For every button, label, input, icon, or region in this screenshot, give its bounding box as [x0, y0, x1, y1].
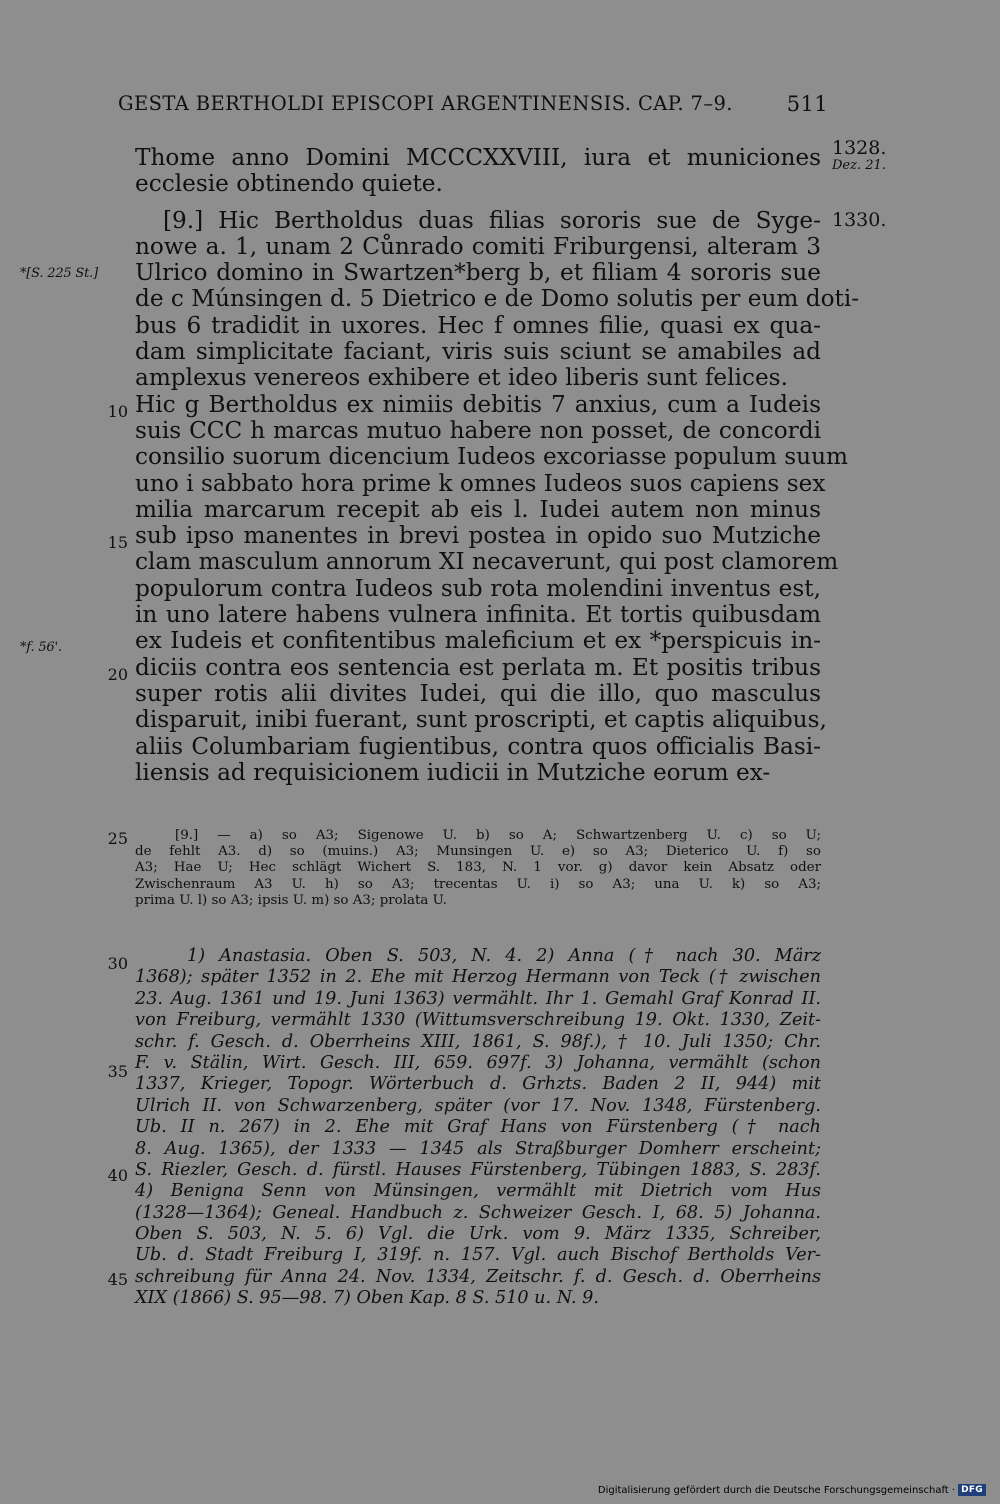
footnote-line: (1328—1364); Geneal. Handbuch z. Schweizer Gesch. I, 68. 5) Johanna.: [135, 1202, 821, 1223]
footnote-line: Oben S. 503, N. 5. 6) Vgl. die Urk. vom 9. März 1335, Schreiber,: [135, 1224, 821, 1245]
footnote-line: schreibung für Anna 24. Nov. 1334, Zeitschr. f. d. Gesch. d. Oberrheins: [135, 1266, 821, 1287]
credit-text: Digitalisierung gefördert durch die Deutsche Forschungsgemeinschaft ·: [597, 1484, 956, 1496]
line-number: 20: [107, 665, 128, 684]
digitization-credit: [598, 1482, 986, 1498]
main-line: suis CCC h marcas mutuo habere non posset, de concordi: [135, 416, 821, 444]
main-line: nowe a. 1, unam 2 Cůnrado comiti Friburgensi, alteram 3: [135, 232, 821, 260]
main-line: liensis ad requisicionem iudicii in Mutziche eorum ex-: [135, 758, 771, 786]
footnote-line: von Freiburg, vermählt 1330 (Wittumsverschreibung 19. Okt. 1330, Zeit-: [135, 1010, 821, 1031]
footnote-line: Ulrich II. von Schwarzenberg, später (vor 17. Nov. 1348, Fürstenberg.: [135, 1095, 821, 1116]
main-line: uno i sabbato hora prime k omnes Iudeos suos capiens sex: [135, 469, 826, 497]
main-line: super rotis alii divites Iudei, qui die illo, quo masculus: [135, 679, 821, 707]
footnote-line: Ub. d. Stadt Freiburg I, 319f. n. 157. Vgl. auch Bischof Bertholds Ver-: [135, 1245, 821, 1266]
footnote-line: 1337, Krieger, Topogr. Wörterbuch d. Grhzts. Baden 2 II, 944) mit: [135, 1074, 821, 1095]
margin-date-1328: [832, 137, 887, 174]
margin-date-1330: 1330.: [832, 209, 887, 231]
main-line: consilio suorum dicencium Iudeos excoriasse populum suum: [135, 443, 849, 471]
line-number: 40: [107, 1166, 128, 1185]
margin-reference: *[S. 225 St.]: [20, 266, 98, 281]
variant-line: [9.] — a) so A3; Sigenowe U. b) so A; Schwartzenberg U. c) so U;: [175, 828, 821, 843]
main-line: aliis Columbariam fugientibus, contra quos officialis Basi-: [135, 732, 821, 760]
footnote-line: Ub. II n. 267) in 2. Ehe mit Graf Hans von Fürstenberg († nach: [135, 1117, 821, 1138]
line-number: 15: [107, 533, 128, 552]
footnote-line: XIX (1866) S. 95—98. 7) Oben Kap. 8 S. 510 u. N. 9.: [135, 1288, 599, 1309]
footnote-line: 4) Benigna Senn von Münsingen, vermählt mit Dietrich vom Hus: [135, 1181, 821, 1202]
main-line: amplexus venereos exhibere et ideo liberis sunt felices.: [135, 364, 788, 392]
main-line: Thome anno Domini MCCCXXVIII, iura et municiones: [135, 144, 821, 171]
footnote-line: 1368); später 1352 in 2. Ehe mit Herzog Hermann von Teck († zwischen: [135, 967, 821, 988]
margin-year: 1328.: [832, 137, 887, 159]
main-line: ecclesie obtinendo quiete.: [135, 170, 443, 198]
footnote-line: 8. Aug. 1365), der 1333 — 1345 als Straßburger Domherr erscheint;: [135, 1138, 821, 1159]
main-line: populorum contra Iudeos sub rota molendini inventus est,: [135, 574, 821, 602]
critical-apparatus: [135, 828, 821, 909]
running-header: [118, 92, 828, 115]
main-line: diciis contra eos sentencia est perlata m. Et positis tribus: [135, 653, 821, 681]
main-line: Hic g Bertholdus ex nimiis debitis 7 anxius, cum a Iudeis: [135, 390, 821, 418]
margin-day: Dez. 21.: [832, 158, 886, 173]
main-line: de c Múnsingen d. 5 Dietrico e de Domo solutis per eum doti-: [135, 285, 860, 313]
footnote-line: schr. f. Gesch. d. Oberrheins XIII, 1861, S. 98f.), † 10. Juli 1350; Chr.: [135, 1031, 821, 1052]
footnote-line: S. Riezler, Gesch. d. fürstl. Hauses Fürstenberg, Tübingen 1883, S. 283f.: [135, 1159, 821, 1180]
footnote-line: 23. Aug. 1361 und 19. Juni 1363) vermählt. Ihr 1. Gemahl Graf Konrad II.: [135, 988, 821, 1009]
main-line: dam simplicitate faciant, viris suis sciunt se amabiles ad: [135, 338, 821, 366]
main-line: ex Iudeis et confitentibus maleficium et ex *perspicuis in-: [135, 627, 821, 655]
line-number: 45: [107, 1270, 128, 1289]
footnote-line: F. v. Stälin, Wirt. Gesch. III, 659. 697f. 3) Johanna, vermählt (schon: [135, 1052, 821, 1073]
variant-line: Zwischenraum A3 U. h) so A3; trecentas U. i) so A3; una U. k) so A3;: [135, 876, 821, 892]
page-number: 511: [786, 92, 828, 116]
main-line: bus 6 tradidit in uxores. Hec f omnes filie, quasi ex qua-: [135, 311, 821, 339]
running-title: GESTA BERTHOLDI EPISCOPI ARGENTINENSIS. CAP. 7–9.: [118, 92, 733, 115]
main-line: disparuit, inibi fuerant, sunt proscripti, et captis aliquibus,: [135, 706, 827, 734]
variant-line: A3; Hae U; Hec schlägt Wichert S. 183, N. 1 vor. g) davor kein Absatz oder: [135, 860, 821, 876]
line-number: 10: [107, 402, 128, 421]
variant-line: prima U. l) so A3; ipsis U. m) so A3; prolata U.: [135, 892, 447, 908]
variant-line: de fehlt A3. d) so (muins.) A3; Munsingen U. e) so A3; Dieterico U. f) so: [135, 844, 821, 860]
main-line: clam masculum annorum XI necaverunt, qui post clamorem: [135, 548, 839, 576]
line-number: 25: [107, 829, 128, 848]
main-line: milia marcarum recepit ab eis l. Iudei autem non minus: [135, 495, 821, 523]
margin-reference: *f. 56'.: [20, 640, 62, 655]
footnotes: [135, 946, 821, 1310]
main-line: Ulrico domino in Swartzen*berg b, et filiam 4 sororis sue: [135, 259, 821, 287]
footnote-line: 1) Anastasia. Oben S. 503, N. 4. 2) Anna († nach 30. März: [187, 946, 821, 966]
main-line: [9.] Hic Bertholdus duas filias sororis sue de Syge-: [163, 206, 821, 234]
line-number: 35: [107, 1062, 128, 1081]
dfg-logo-icon: DFG: [958, 1484, 986, 1496]
main-line: in uno latere habens vulnera infinita. Et tortis quibusdam: [135, 601, 821, 629]
main-line: sub ipso manentes in brevi postea in opido suo Mutziche: [135, 522, 821, 550]
line-number: 30: [107, 954, 128, 973]
